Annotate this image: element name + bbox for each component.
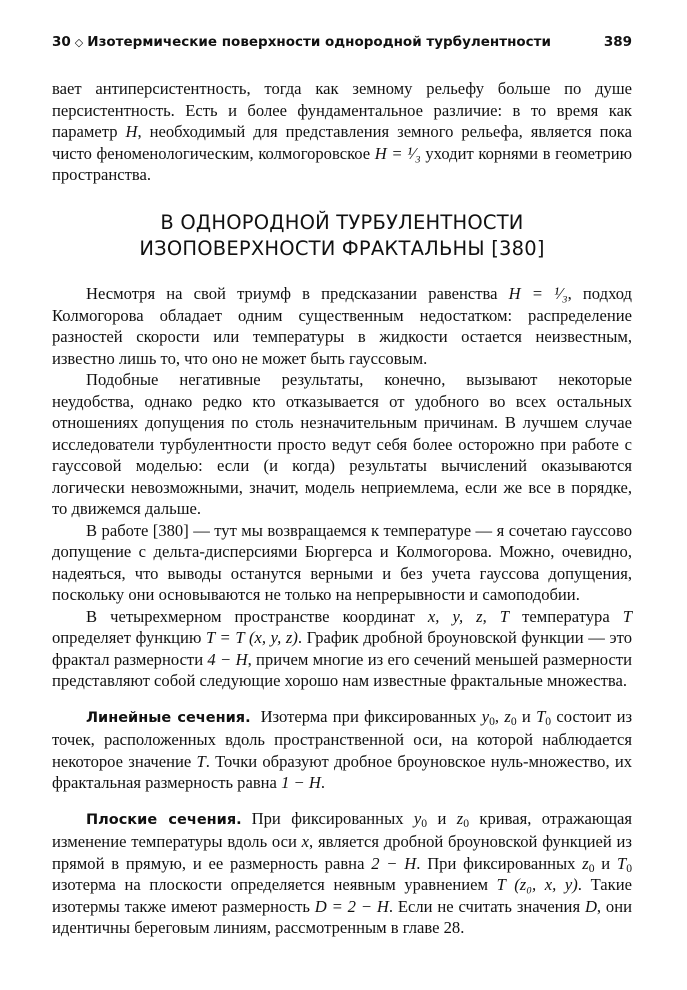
math-x: x [301,832,310,851]
math-D-equation: D = 2 − H [314,896,389,916]
text-run: В четырехмерном пространстве координат [86,606,428,626]
chapter-number: 30 [52,34,71,50]
plane-sections-paragraph [52,808,632,939]
section-heading [52,210,632,262]
chapter-title: Изотермические поверхности однородной турбулентности [87,34,551,50]
paragraph-2: Подобные негативные результаты, конечно, вызывают некоторые неудобства, однако редко кто отказывается от удобного во всех остальных отношениях допущения по столь незначительным причинам. В лучшем случае исследователи турбулентности просто ведут себя более осторожно при работе с гауссовой моделью: если (и когда) результаты вычислений оказываются логически невозможными, значит, модель неприемлема, если же все в порядке, то движемся дальше. [52,370,632,518]
linear-sections-title: Линейные сечения. [86,709,251,726]
math-T: T [616,853,627,873]
math-T: T [622,606,632,626]
intro-paragraph [52,78,632,186]
text-run: . Точки образуют дробное броуновское нуль-множество, их фрактальная размерность равна [52,751,632,792]
text-run: . Такие изотермы также имеют размерность [52,875,632,916]
math-equation: H = ¹⁄₃ [374,143,421,163]
text-run: и [594,853,617,873]
text-run: определяет функцию [52,628,206,647]
math-coordinates: x, y, z, T [427,606,510,626]
subscript: 0 [588,861,595,875]
math-z: z [504,706,511,726]
text-run: , необходимый для представления земного рельефа, является пока чисто феноменологическим, колмогоровское [52,122,632,163]
text-run: . Если не считать значения [388,896,585,916]
text-run: . [320,773,325,792]
math-z: z [456,808,464,828]
math-z: z [582,853,589,873]
text-run: вает антиперсистентность, тогда как земному рельефу больше по душе персистентность. Есть и более фундаментальное различие: в то время как параметр [52,79,632,141]
page-number: 389 [603,34,632,50]
math-y: y [413,808,422,828]
linear-sections-paragraph [52,706,632,794]
math-dimension: 4 − H [207,649,248,669]
text-run: , [494,706,505,726]
math-implicit-equation: T (z₀, x, y) [496,875,578,894]
text-run: . График дробной броуновской функции — это фрактал размерности [52,628,632,669]
paragraph-4 [52,606,632,692]
math-H: H [125,122,138,141]
text-run: кривая, отражающая изменение температуры вдоль оси [52,808,632,851]
math-equation: H = ¹⁄₃ [508,284,568,303]
running-header [52,34,632,56]
section-heading-line-2: ИЗОПОВЕРХНОСТИ ФРАКТАЛЬНЫ [380] [139,237,545,260]
text-run: и [516,706,537,726]
math-T: T [196,751,206,771]
main-text [52,283,632,939]
text-run: Несмотря на свой триумф в предсказании равенства [86,284,509,303]
text-run: При фиксированных [251,808,414,828]
text-run: , они идентичны береговым линиям, рассмотренным в главе 28. [52,896,632,937]
subscript: 0 [545,714,552,728]
paragraph-1 [52,283,632,369]
plane-sections-title: Плоские сечения. [86,811,242,828]
math-dimension: 2 − H [371,853,417,873]
text-run: , является дробной броуновской функцией из прямой в прямую, и ее размерность равна [52,832,632,873]
subscript: 0 [510,714,517,728]
math-D: D [584,896,597,916]
text-run: , причем многие из его сечений меньшей размерности представляют собой следующие хорошо нам известные фрактальные множества. [52,649,632,690]
text-run: температура [509,606,623,626]
math-y: y [481,706,490,726]
math-function: T = T (x, y, z) [205,628,298,647]
subscript: 0 [421,816,428,830]
subscript: 0 [489,714,495,728]
text-run: . При фиксированных [416,853,583,873]
diamond-icon: ◇ [74,36,84,49]
text-run: состоит из точек, расположенных вдоль пространственной оси, на которой наблюдается некоторое значение [52,706,633,771]
text-run: Изотерма при фиксированных [260,706,482,726]
subscript: 0 [626,861,633,875]
math-dimension: 1 − H [281,773,321,792]
text-run: и [427,808,457,828]
math-T: T [536,706,546,726]
subscript: 0 [463,816,470,830]
paragraph-3: В работе [380] — тут мы возвращаемся к температуре — я сочетаю гауссово допущение с дельта-дисперсиями Бюргерса и Колмогорова. Можно, очевидно, надеяться, что выводы останутся верными и без учета гауссова допущения, поскольку они основываются не только на непрерывности и самоподобии. [52,520,632,604]
section-heading-line-1: В ОДНОРОДНОЙ ТУРБУЛЕНТНОСТИ [160,211,524,234]
chapter-heading [52,34,551,50]
text-run: , подход Колмогорова обладает одним существенным недостатком: распределение разностей скорости или температуры в жидкости остается неизвестным, известно лишь то, что оно не может быть гауссовым. [52,284,632,368]
text-run: изотерма на плоскости определяется неявным уравнением [52,875,497,894]
text-run: уходит корнями в геометрию пространства. [52,143,632,184]
